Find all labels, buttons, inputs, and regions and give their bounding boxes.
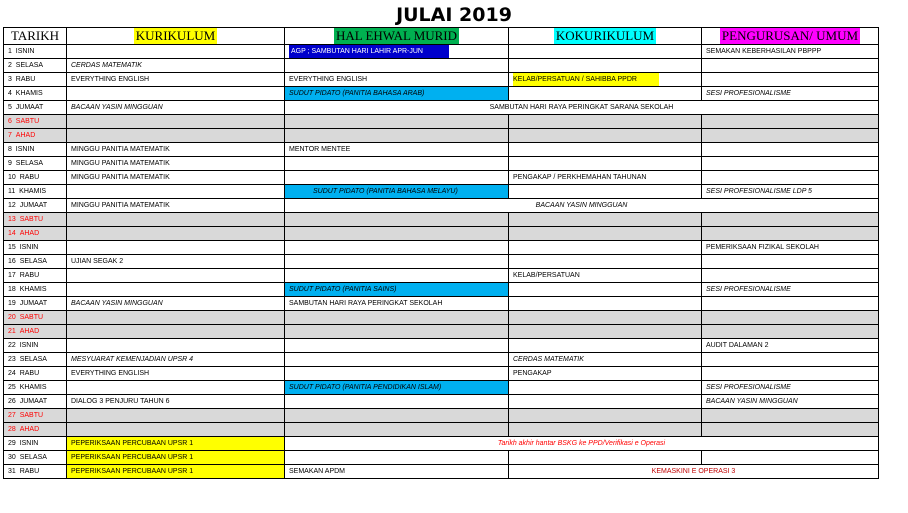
table-row (4, 73, 879, 87)
table-row (4, 143, 879, 157)
kurikulum-cell: PEPERIKSAAN PERCUBAAN UPSR 1 (67, 451, 285, 465)
kurikulum-cell (67, 339, 285, 353)
pengurusan-cell (702, 311, 879, 325)
table-row (4, 395, 879, 409)
kurikulum-cell: UJIAN SEGAK 2 (67, 255, 285, 269)
date-cell: 14 AHAD (4, 227, 67, 241)
table-row (4, 255, 879, 269)
koko-cell: KELAB/PERSATUAN (509, 269, 702, 283)
merged-cell: Tarikh akhir hantar BSKG ke PPD/Verifikasi e Operasi (285, 437, 879, 451)
hem-cell (285, 59, 509, 73)
koko-cell (509, 143, 702, 157)
date-cell: 3 RABU (4, 73, 67, 87)
kurikulum-cell (67, 269, 285, 283)
kurikulum-cell (67, 311, 285, 325)
date-cell: 11 KHAMIS (4, 185, 67, 199)
date-cell: 2 SELASA (4, 59, 67, 73)
table-row (4, 283, 879, 297)
table-row (4, 199, 879, 213)
kurikulum-cell: PEPERIKSAAN PERCUBAAN UPSR 1 (67, 437, 285, 451)
kurikulum-cell: DIALOG 3 PENJURU TAHUN 6 (67, 395, 285, 409)
table-row (4, 241, 879, 255)
date-cell: 6 SABTU (4, 115, 67, 129)
hem-cell (285, 367, 509, 381)
koko-cell (509, 283, 702, 297)
date-cell: 21 AHAD (4, 325, 67, 339)
page-title: JULAI 2019 (396, 4, 512, 26)
date-cell: 25 KHAMIS (4, 381, 67, 395)
date-cell: 18 KHAMIS (4, 283, 67, 297)
kurikulum-cell: EVERYTHING ENGLISH (67, 367, 285, 381)
pengurusan-cell (702, 129, 879, 143)
kurikulum-cell: MINGGU PANITIA MATEMATIK (67, 157, 285, 171)
kurikulum-cell (67, 381, 285, 395)
hem-cell (285, 157, 509, 171)
date-cell: 1 ISNIN (4, 45, 67, 59)
hem-cell (285, 339, 509, 353)
pengurusan-cell (702, 353, 879, 367)
table-row (4, 437, 879, 451)
kurikulum-cell (67, 87, 285, 101)
calendar-table (3, 27, 879, 479)
header-hem: HAL EHWAL MURID (285, 28, 509, 45)
koko-cell (509, 395, 702, 409)
table-row (4, 367, 879, 381)
table-row (4, 185, 879, 199)
pengurusan-cell: SESI PROFESIONALISME (702, 87, 879, 101)
koko-cell: PENGAKAP (509, 367, 702, 381)
table-row (4, 465, 879, 479)
header-pengurusan: PENGURUSAN/ UMUM (702, 28, 879, 45)
hem-cell (285, 255, 509, 269)
pengurusan-cell: AUDIT DALAMAN 2 (702, 339, 879, 353)
table-row (4, 45, 879, 59)
koko-cell (509, 115, 702, 129)
table-row (4, 227, 879, 241)
pengurusan-cell (702, 269, 879, 283)
date-cell: 28 AHAD (4, 423, 67, 437)
hem-cell (285, 395, 509, 409)
hem-cell (285, 409, 509, 423)
date-cell: 24 RABU (4, 367, 67, 381)
hem-cell (285, 311, 509, 325)
koko-cell (509, 423, 702, 437)
date-cell: 30 SELASA (4, 451, 67, 465)
kurikulum-cell: MESYUARAT KEMENJADIAN UPSR 4 (67, 353, 285, 367)
pengurusan-cell: SESI PROFESIONALISME LDP 5 (702, 185, 879, 199)
kurikulum-cell: BACAAN YASIN MINGGUAN (67, 297, 285, 311)
date-cell: 16 SELASA (4, 255, 67, 269)
table-row (4, 129, 879, 143)
koko-cell (509, 451, 702, 465)
header-row (4, 28, 879, 45)
kurikulum-cell (67, 115, 285, 129)
table-row (4, 339, 879, 353)
kurikulum-cell (67, 213, 285, 227)
hem-cell (285, 227, 509, 241)
table-row (4, 59, 879, 73)
header-kokurikulum: KOKURIKULUM (509, 28, 702, 45)
koko-cell (509, 73, 702, 87)
pengurusan-cell (702, 59, 879, 73)
hem-cell: SEMAKAN APDM (285, 465, 509, 479)
date-cell: 17 RABU (4, 269, 67, 283)
date-cell: 26 JUMAAT (4, 395, 67, 409)
table-row (4, 115, 879, 129)
pengurusan-cell (702, 297, 879, 311)
hem-cell (285, 241, 509, 255)
hem-cell (285, 129, 509, 143)
hem-cell: MENTOR MENTEE (285, 143, 509, 157)
date-cell: 23 SELASA (4, 353, 67, 367)
kurikulum-cell (67, 227, 285, 241)
pengurusan-cell: PEMERIKSAAN FIZIKAL SEKOLAH (702, 241, 879, 255)
kurikulum-cell (67, 185, 285, 199)
kurikulum-cell: CERDAS MATEMATIK (67, 59, 285, 73)
table-row (4, 381, 879, 395)
koko-cell (509, 157, 702, 171)
date-cell: 5 JUMAAT (4, 101, 67, 115)
table-row (4, 451, 879, 465)
date-cell: 29 ISNIN (4, 437, 67, 451)
table-row (4, 353, 879, 367)
hem-cell (285, 451, 509, 465)
pengurusan-cell (702, 213, 879, 227)
koko-cell (509, 129, 702, 143)
koko-cell (509, 241, 702, 255)
pengurusan-cell: BACAAN YASIN MINGGUAN (702, 395, 879, 409)
table-row (4, 101, 879, 115)
merged-cell: KEMASKINI E OPERASI 3 (509, 465, 879, 479)
table-row (4, 171, 879, 185)
hem-cell: SAMBUTAN HARI RAYA PERINGKAT SEKOLAH (285, 297, 509, 311)
koko-cell (509, 45, 702, 59)
pengurusan-cell (702, 227, 879, 241)
koko-cell (509, 255, 702, 269)
hem-cell: SUDUT PIDATO (PANITIA BAHASA ARAB) (285, 87, 509, 101)
date-cell: 9 SELASA (4, 157, 67, 171)
kurikulum-cell (67, 129, 285, 143)
hem-cell (285, 325, 509, 339)
koko-cell (509, 297, 702, 311)
pengurusan-cell (702, 157, 879, 171)
table-row (4, 423, 879, 437)
date-cell: 31 RABU (4, 465, 67, 479)
date-cell: 27 SABTU (4, 409, 67, 423)
koko-cell (509, 325, 702, 339)
date-cell: 12 JUMAAT (4, 199, 67, 213)
pengurusan-cell (702, 451, 879, 465)
pengurusan-cell (702, 143, 879, 157)
pengurusan-cell (702, 409, 879, 423)
date-cell: 20 SABTU (4, 311, 67, 325)
date-cell: 22 ISNIN (4, 339, 67, 353)
hem-cell: SUDUT PIDATO (PANITIA SAINS) (285, 283, 509, 297)
hem-cell (285, 45, 509, 59)
pengurusan-cell: SESI PROFESIONALISME (702, 381, 879, 395)
pengurusan-cell (702, 73, 879, 87)
pengurusan-cell: SEMAKAN KEBERHASILAN PBPPP (702, 45, 879, 59)
table-row (4, 269, 879, 283)
kurikulum-cell (67, 423, 285, 437)
pengurusan-cell (702, 367, 879, 381)
koko-cell (509, 213, 702, 227)
pengurusan-cell: SESI PROFESIONALISME (702, 283, 879, 297)
hem-cell: SUDUT PIDATO (PANITIA PENDIDIKAN ISLAM) (285, 381, 509, 395)
koko-cell (509, 311, 702, 325)
pengurusan-cell (702, 255, 879, 269)
agp-highlight: AGP ; SAMBUTAN HARI LAHIR APR-JUN (289, 45, 449, 58)
hem-cell (285, 171, 509, 185)
table-row (4, 297, 879, 311)
kurikulum-cell: MINGGU PANITIA MATEMATIK (67, 199, 285, 213)
hem-cell: EVERYTHING ENGLISH (285, 73, 509, 87)
pengurusan-cell (702, 325, 879, 339)
hem-cell: SUDUT PIDATO (PANITIA BAHASA MELAYU) (285, 185, 509, 199)
header-kurikulum: KURIKULUM (67, 28, 285, 45)
koko-cell (509, 409, 702, 423)
date-cell: 15 ISNIN (4, 241, 67, 255)
koko-cell: PENGAKAP / PERKHEMAHAN TAHUNAN (509, 171, 702, 185)
koko-cell (509, 59, 702, 73)
kurikulum-cell: PEPERIKSAAN PERCUBAAN UPSR 1 (67, 465, 285, 479)
koko-cell (509, 339, 702, 353)
table-row (4, 87, 879, 101)
koko-cell (509, 87, 702, 101)
koko-cell (509, 185, 702, 199)
kurikulum-cell: MINGGU PANITIA MATEMATIK (67, 171, 285, 185)
date-cell: 13 SABTU (4, 213, 67, 227)
kurikulum-cell (67, 241, 285, 255)
pengurusan-cell (702, 171, 879, 185)
pengurusan-cell (702, 115, 879, 129)
table-row (4, 213, 879, 227)
pengurusan-cell (702, 423, 879, 437)
date-cell: 4 KHAMIS (4, 87, 67, 101)
koko-cell (509, 381, 702, 395)
date-cell: 19 JUMAAT (4, 297, 67, 311)
hem-cell (285, 423, 509, 437)
table-row (4, 325, 879, 339)
table-row (4, 157, 879, 171)
merged-cell: SAMBUTAN HARI RAYA PERINGKAT SARANA SEKOLAH (285, 101, 879, 115)
date-cell: 10 RABU (4, 171, 67, 185)
date-cell: 8 ISNIN (4, 143, 67, 157)
kurikulum-cell (67, 325, 285, 339)
koko-cell: CERDAS MATEMATIK (509, 353, 702, 367)
header-tarikh: TARIKH (4, 28, 67, 45)
hem-cell (285, 213, 509, 227)
hem-cell (285, 353, 509, 367)
date-cell: 7 AHAD (4, 129, 67, 143)
hem-cell (285, 269, 509, 283)
koko-cell (509, 227, 702, 241)
kurikulum-cell (67, 409, 285, 423)
table-row (4, 409, 879, 423)
koko-highlight: KELAB/PERSATUAN / SAHIBBA PPDR (513, 73, 659, 86)
kurikulum-cell: MINGGU PANITIA MATEMATIK (67, 143, 285, 157)
hem-cell (285, 115, 509, 129)
kurikulum-cell: EVERYTHING ENGLISH (67, 73, 285, 87)
merged-cell: BACAAN YASIN MINGGUAN (285, 199, 879, 213)
table-row (4, 311, 879, 325)
kurikulum-cell (67, 283, 285, 297)
kurikulum-cell (67, 45, 285, 59)
kurikulum-cell: BACAAN YASIN MINGGUAN (67, 101, 285, 115)
